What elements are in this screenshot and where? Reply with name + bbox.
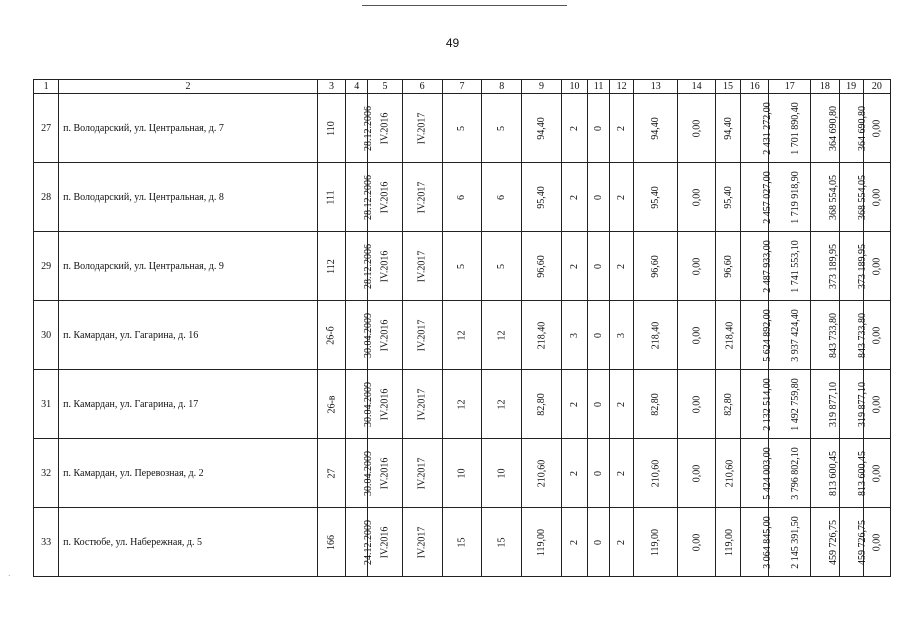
cell-value: 95,40	[650, 185, 662, 209]
scan-mark: .	[8, 568, 11, 578]
cell-value: 373 189,95	[828, 243, 840, 289]
top-rule	[362, 5, 567, 6]
value-cell	[522, 508, 562, 577]
value-cell	[346, 163, 375, 232]
column-header: 17	[769, 80, 811, 94]
value-cell	[346, 370, 375, 439]
column-header: 19	[839, 80, 863, 94]
cell-value: 112	[326, 258, 338, 274]
cell-value: 12	[456, 399, 468, 409]
cell-value: 319 877,10	[856, 381, 868, 427]
column-header: 8	[482, 80, 522, 94]
value-cell	[482, 163, 522, 232]
value-cell	[588, 163, 610, 232]
cell-value: 210,60	[724, 459, 736, 487]
value-cell	[610, 163, 634, 232]
address-cell: п. Костюбе, ул. Набережная, д. 5	[59, 508, 318, 577]
cell-value: 1 492 759,80	[790, 377, 802, 431]
cell-value: 319 877,10	[828, 381, 840, 427]
address-cell: п. Камардан, ул. Гагарина, д. 16	[59, 301, 318, 370]
value-cell	[482, 232, 522, 301]
cell-value: 110	[326, 120, 338, 136]
cell-value: 459 726,75	[856, 519, 868, 565]
column-header: 6	[402, 80, 442, 94]
cell-value: 3 796 802,10	[790, 446, 802, 500]
value-cell	[769, 232, 811, 301]
cell-value: 0,00	[691, 326, 703, 344]
value-cell	[715, 301, 740, 370]
cell-value: 10	[496, 468, 508, 478]
cell-value: 119,00	[650, 528, 662, 556]
cell-value: 2	[569, 125, 581, 131]
value-cell	[482, 301, 522, 370]
cell-value: 3 064 845,00	[761, 515, 773, 569]
cell-value: 0	[593, 263, 605, 269]
value-cell	[346, 94, 375, 163]
cell-value: 82,80	[722, 392, 734, 416]
cell-value: 27	[326, 468, 338, 478]
cell-value: 94,40	[722, 116, 734, 140]
column-header: 4	[346, 80, 368, 94]
cell-value: 2	[569, 263, 581, 269]
value-cell	[317, 508, 345, 577]
cell-value: 0	[593, 539, 605, 545]
value-cell	[588, 439, 610, 508]
cell-value: IV.2016	[379, 526, 391, 558]
value-cell	[402, 508, 442, 577]
value-cell	[482, 370, 522, 439]
value-cell	[561, 508, 587, 577]
cell-value: 15	[496, 537, 508, 547]
cell-value: 2	[616, 470, 628, 476]
address-cell: п. Камардан, ул. Перевозная, д. 2	[59, 439, 318, 508]
cell-value: 210,60	[536, 459, 548, 487]
value-cell	[588, 370, 610, 439]
cell-value: 28.12.2006	[363, 174, 375, 220]
column-header: 12	[610, 80, 634, 94]
value-cell	[634, 508, 678, 577]
column-header: 3	[317, 80, 345, 94]
cell-value: 0,00	[871, 119, 883, 137]
cell-value: 5 424 003,00	[761, 446, 773, 500]
cell-value: 0,00	[871, 257, 883, 275]
cell-value: IV.2017	[416, 112, 428, 144]
value-cell	[402, 94, 442, 163]
value-cell	[741, 370, 773, 439]
cell-value: 2	[616, 401, 628, 407]
value-cell	[741, 439, 773, 508]
value-cell	[741, 508, 773, 577]
value-cell	[402, 301, 442, 370]
cell-value: 119,00	[723, 528, 735, 556]
value-cell	[442, 301, 482, 370]
value-cell	[482, 508, 522, 577]
cell-value: 0,00	[691, 533, 703, 551]
cell-value: 96,60	[722, 254, 734, 278]
value-cell	[317, 163, 345, 232]
row-number: 29	[34, 232, 59, 301]
cell-value: 82,80	[536, 392, 548, 416]
value-cell	[402, 370, 442, 439]
cell-value: 2	[569, 401, 581, 407]
value-cell	[769, 508, 811, 577]
column-header: 20	[863, 80, 890, 94]
cell-value: 12	[456, 330, 468, 340]
value-cell	[610, 301, 634, 370]
cell-value: IV.2016	[379, 181, 391, 213]
column-header: 5	[368, 80, 403, 94]
cell-value: 1 719 918,90	[790, 170, 802, 224]
cell-value: 96,60	[650, 254, 662, 278]
value-cell	[678, 94, 716, 163]
row-number: 28	[34, 163, 59, 232]
cell-value: 843 733,80	[828, 312, 840, 358]
table-row	[34, 439, 891, 508]
address-cell: п. Камардан, ул. Гагарина, д. 17	[59, 370, 318, 439]
value-cell	[588, 301, 610, 370]
address-cell: п. Володарский, ул. Центральная, д. 7	[59, 94, 318, 163]
cell-value: 843 733,80	[856, 312, 868, 358]
cell-value: 2	[616, 194, 628, 200]
cell-value: 96,60	[536, 254, 548, 278]
value-cell	[634, 94, 678, 163]
value-cell	[839, 94, 868, 163]
value-cell	[715, 94, 740, 163]
value-cell	[317, 94, 345, 163]
value-cell	[610, 370, 634, 439]
value-cell	[442, 163, 482, 232]
cell-value: 2 145 391,50	[790, 515, 802, 569]
value-cell	[522, 163, 562, 232]
cell-value: 368 554,05	[828, 174, 840, 220]
cell-value: IV.2016	[379, 319, 391, 351]
cell-value: 0	[593, 401, 605, 407]
value-cell	[839, 163, 868, 232]
cell-value: 0	[593, 194, 605, 200]
cell-value: 94,40	[536, 116, 548, 140]
cell-value: 15	[456, 537, 468, 547]
cell-value: 2 487 933,00	[761, 239, 773, 293]
value-cell	[811, 94, 839, 163]
cell-value: 28.12.2006	[363, 243, 375, 289]
cell-value: 6	[456, 194, 468, 200]
value-cell	[741, 163, 773, 232]
cell-value: IV.2017	[416, 181, 428, 213]
cell-value: 364 690,80	[828, 105, 840, 151]
cell-value: 82,80	[650, 392, 662, 416]
value-cell	[715, 163, 740, 232]
cell-value: 3	[616, 332, 628, 338]
table-body	[34, 80, 891, 577]
cell-value: 2 457 027,00	[761, 170, 773, 224]
value-cell	[741, 94, 773, 163]
cell-value: IV.2017	[416, 319, 428, 351]
value-cell	[839, 370, 868, 439]
value-cell	[588, 508, 610, 577]
value-cell	[402, 232, 442, 301]
value-cell	[522, 232, 562, 301]
cell-value: 0,00	[691, 464, 703, 482]
cell-value: 2	[616, 125, 628, 131]
value-cell	[522, 301, 562, 370]
table-row	[34, 508, 891, 577]
table-row	[34, 232, 891, 301]
value-cell	[811, 163, 839, 232]
value-cell	[317, 439, 345, 508]
value-cell	[522, 370, 562, 439]
cell-value: 30.04.2009	[363, 450, 375, 496]
value-cell	[561, 94, 587, 163]
column-header: 2	[59, 80, 318, 94]
value-cell	[346, 301, 375, 370]
cell-value: 218,40	[724, 321, 736, 349]
cell-value: 364 690,80	[856, 105, 868, 151]
cell-value: 0,00	[691, 119, 703, 137]
value-cell	[769, 163, 811, 232]
housing-table	[33, 79, 891, 577]
cell-value: 12	[496, 330, 508, 340]
column-header: 10	[561, 80, 587, 94]
cell-value: 1 741 553,10	[790, 239, 802, 293]
cell-value: 5	[456, 125, 468, 131]
cell-value: IV.2017	[416, 388, 428, 420]
value-cell	[588, 94, 610, 163]
cell-value: IV.2016	[379, 388, 391, 420]
value-cell	[769, 370, 811, 439]
cell-value: 3 937 424,40	[790, 308, 802, 362]
cell-value: IV.2017	[416, 526, 428, 558]
cell-value: 119,00	[536, 528, 548, 556]
column-header: 16	[741, 80, 769, 94]
cell-value: 5	[496, 125, 508, 131]
cell-value: 373 189,95	[856, 243, 868, 289]
value-cell	[634, 232, 678, 301]
value-cell	[678, 508, 716, 577]
cell-value: 459 726,75	[828, 519, 840, 565]
value-cell	[678, 301, 716, 370]
value-cell	[811, 232, 839, 301]
value-cell	[811, 508, 839, 577]
value-cell	[346, 508, 375, 577]
cell-value: 2	[569, 539, 581, 545]
column-header: 11	[588, 80, 610, 94]
value-cell	[769, 94, 811, 163]
table-header-row	[34, 80, 891, 94]
value-cell	[634, 163, 678, 232]
column-header: 7	[442, 80, 482, 94]
value-cell	[769, 301, 811, 370]
cell-value: 28.12.2006	[363, 105, 375, 151]
value-cell	[588, 232, 610, 301]
value-cell	[346, 439, 375, 508]
value-cell	[442, 94, 482, 163]
value-cell	[482, 94, 522, 163]
cell-value: 0,00	[691, 257, 703, 275]
value-cell	[610, 94, 634, 163]
cell-value: 2 431 272,00	[761, 101, 773, 155]
cell-value: 218,40	[536, 321, 548, 349]
cell-value: 0	[593, 332, 605, 338]
cell-value: 0,00	[871, 188, 883, 206]
value-cell	[610, 232, 634, 301]
column-header: 13	[634, 80, 678, 94]
column-header: 1	[34, 80, 59, 94]
value-cell	[610, 439, 634, 508]
cell-value: 0,00	[691, 188, 703, 206]
value-cell	[610, 508, 634, 577]
cell-value: IV.2016	[379, 112, 391, 144]
column-header: 14	[678, 80, 716, 94]
cell-value: IV.2016	[379, 250, 391, 282]
value-cell	[317, 301, 345, 370]
cell-value: 166	[326, 534, 338, 550]
cell-value: IV.2017	[416, 250, 428, 282]
value-cell	[561, 163, 587, 232]
cell-value: 2	[616, 539, 628, 545]
value-cell	[442, 439, 482, 508]
value-cell	[839, 439, 868, 508]
value-cell	[346, 232, 375, 301]
row-number: 27	[34, 94, 59, 163]
value-cell	[634, 301, 678, 370]
value-cell	[741, 232, 773, 301]
value-cell	[715, 232, 740, 301]
row-number: 31	[34, 370, 59, 439]
value-cell	[678, 163, 716, 232]
row-number: 32	[34, 439, 59, 508]
value-cell	[561, 301, 587, 370]
table-row	[34, 94, 891, 163]
cell-value: 813 600,45	[828, 450, 840, 496]
value-cell	[811, 439, 839, 508]
value-cell	[634, 370, 678, 439]
cell-value: 2	[569, 470, 581, 476]
cell-value: 0,00	[691, 395, 703, 413]
table-row	[34, 370, 891, 439]
value-cell	[561, 232, 587, 301]
value-cell	[715, 508, 740, 577]
cell-value: 218,40	[650, 321, 662, 349]
cell-value: IV.2016	[379, 457, 391, 489]
value-cell	[678, 370, 716, 439]
row-number: 33	[34, 508, 59, 577]
column-header: 18	[811, 80, 839, 94]
address-cell: п. Володарский, ул. Центральная, д. 9	[59, 232, 318, 301]
cell-value: 5	[456, 263, 468, 269]
value-cell	[561, 370, 587, 439]
row-number: 30	[34, 301, 59, 370]
value-cell	[839, 301, 868, 370]
cell-value: 3	[569, 332, 581, 338]
cell-value: 0	[593, 470, 605, 476]
value-cell	[522, 94, 562, 163]
address-cell: п. Володарский, ул. Центральная, д. 8	[59, 163, 318, 232]
cell-value: 12	[496, 399, 508, 409]
cell-value: 0,00	[871, 395, 883, 413]
cell-value: 6	[496, 194, 508, 200]
cell-value: IV.2017	[416, 457, 428, 489]
cell-value: 2 132 514,00	[761, 377, 773, 431]
table-row	[34, 163, 891, 232]
cell-value: 94,40	[650, 116, 662, 140]
value-cell	[715, 370, 740, 439]
value-cell	[811, 370, 839, 439]
cell-value: 10	[456, 468, 468, 478]
cell-value: 0,00	[871, 464, 883, 482]
value-cell	[317, 232, 345, 301]
value-cell	[769, 439, 811, 508]
cell-value: 813 600,45	[856, 450, 868, 496]
cell-value: 95,40	[536, 185, 548, 209]
cell-value: 26-б	[326, 325, 338, 345]
value-cell	[402, 163, 442, 232]
value-cell	[482, 439, 522, 508]
cell-value: 2	[616, 263, 628, 269]
column-header: 15	[715, 80, 740, 94]
cell-value: 26-в	[326, 394, 338, 414]
cell-value: 30.04.2009	[363, 312, 375, 358]
value-cell	[402, 439, 442, 508]
page-number: 49	[445, 36, 460, 50]
table-row	[34, 301, 891, 370]
value-cell	[561, 439, 587, 508]
value-cell	[442, 232, 482, 301]
cell-value: 111	[326, 189, 338, 205]
value-cell	[811, 301, 839, 370]
cell-value: 2	[569, 194, 581, 200]
cell-value: 0,00	[871, 533, 883, 551]
cell-value: 5 624 892,00	[761, 308, 773, 362]
cell-value: 5	[496, 263, 508, 269]
column-header: 9	[522, 80, 562, 94]
value-cell	[442, 508, 482, 577]
value-cell	[442, 370, 482, 439]
cell-value: 0,00	[871, 326, 883, 344]
cell-value: 95,40	[722, 185, 734, 209]
value-cell	[317, 370, 345, 439]
value-cell	[839, 508, 868, 577]
cell-value: 368 554,05	[856, 174, 868, 220]
value-cell	[522, 439, 562, 508]
value-cell	[634, 439, 678, 508]
cell-value: 0	[593, 125, 605, 131]
cell-value: 1 701 890,40	[790, 101, 802, 155]
cell-value: 210,60	[650, 459, 662, 487]
value-cell	[839, 232, 868, 301]
cell-value: 24.12.2009	[363, 519, 375, 565]
value-cell	[678, 232, 716, 301]
value-cell	[741, 301, 773, 370]
value-cell	[678, 439, 716, 508]
value-cell	[715, 439, 740, 508]
cell-value: 30.04.2009	[363, 381, 375, 427]
